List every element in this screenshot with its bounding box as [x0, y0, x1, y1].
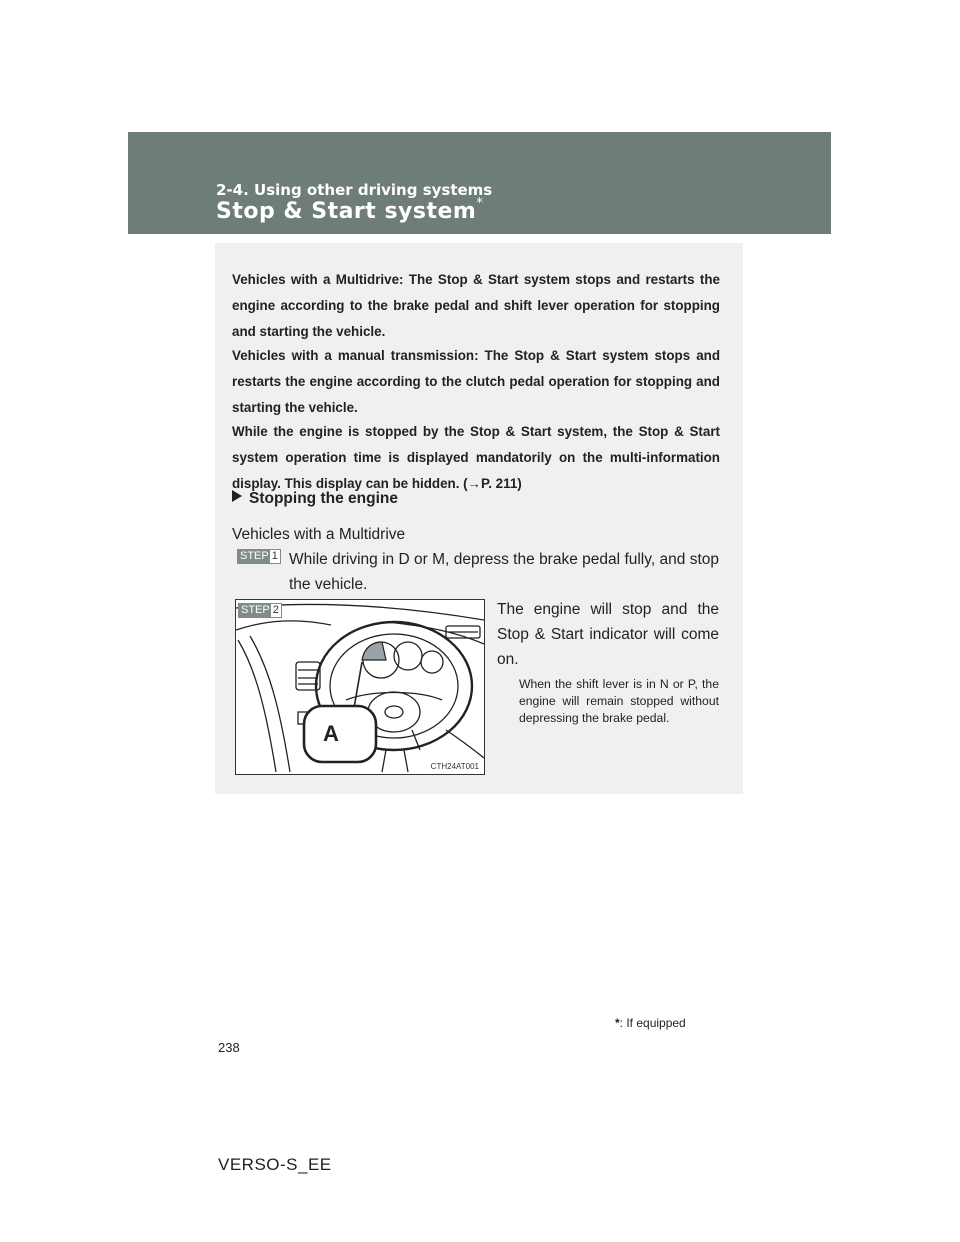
steering-wheel-illustration — [236, 600, 484, 774]
triangle-bullet-icon — [232, 490, 242, 502]
figure-id: CTH24AT001 — [430, 762, 479, 771]
intro-display: While the engine is stopped by the Stop & Start system, the Stop & Start system operation time is displayed mandatorily on the multi-information display. This display can be hidden. (→P. 211) — [232, 424, 720, 491]
intro-manual: Vehicles with a manual transmission: The Stop & Start system stops and restarts the engine according to the clutch pedal operation for stopping and starting the vehicle. — [232, 348, 720, 415]
dashboard-illustration — [235, 599, 485, 775]
page-number: 238 — [218, 1040, 240, 1055]
stopping-heading — [232, 490, 398, 508]
stopping-heading-text: Stopping the engine — [249, 490, 398, 507]
intro-multidrive: Vehicles with a Multidrive: The Stop & Start system stops and restarts the engine according to the brake pedal and shift lever operation for stopping and starting the vehicle. — [232, 272, 720, 339]
step-2-text: The engine will stop and the Stop & Start indicator will come on. — [497, 601, 719, 668]
step-number: 1 — [270, 550, 280, 563]
title-text: Stop & Start system — [216, 199, 477, 224]
step-word: STEP — [241, 604, 270, 616]
shift-lever-note: When the shift lever is in N or P, the engine will remain stopped without depressing the brake pedal. — [519, 677, 719, 725]
variant-heading: Vehicles with a Multidrive — [232, 526, 406, 543]
step-word: STEP — [240, 550, 269, 562]
callout-letter: A — [323, 721, 339, 746]
footnote-text: : If equipped — [619, 1016, 686, 1030]
title-asterisk: * — [476, 196, 484, 211]
page-header — [128, 132, 831, 234]
section-title: 2-4. Using other driving systems — [216, 181, 493, 199]
step-2-label — [238, 603, 282, 618]
document-code: VERSO-S_EE — [218, 1155, 332, 1174]
footnote — [615, 1016, 686, 1030]
step-number: 2 — [271, 604, 281, 617]
footnote-asterisk: * — [615, 1016, 620, 1030]
step-1-label — [237, 549, 281, 564]
step-1-text: While driving in D or M, depress the brake pedal fully, and stop the vehicle. — [289, 551, 719, 593]
page-title — [216, 196, 484, 224]
content-panel — [215, 243, 743, 794]
